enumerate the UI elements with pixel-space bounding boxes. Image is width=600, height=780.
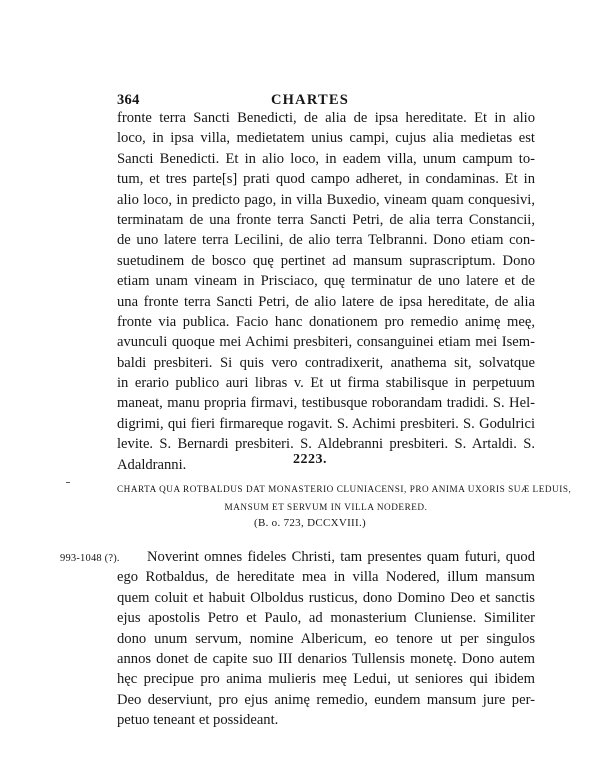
source-reference: (B. o. 723, DCCXVIII.) [253,517,366,529]
text-line: fronte via publica. Facio hanc donationem pro remedio animę meę, [117,313,535,330]
text-line: petuo teneant et possideant. [117,712,279,729]
previous-charter-text [117,108,535,475]
text-line: de uno latere terra Lecilini, de alio terra Telbranni. Dono etiam con- [117,232,535,249]
text-line: quem coluit et habuit Olboldus rusticus, dono Domino Deo et sanctis [117,589,535,606]
text-line: una fronte terra Sancti Petri, de alio latere de ipsa hereditate, de alia [117,293,535,310]
text-line: in erario publico auri libras v. Et ut firma stabilisque in perpetuum [117,375,535,392]
charter-title [117,480,572,516]
text-line: hęc precipue pro anima mulieris meę Ledui, ut seniores qui ibidem [117,671,535,688]
margin-mark [66,482,70,483]
page-number: 364 [117,92,140,108]
text-line: maneat, manu propria firmavi, testibusque roborandam tradidi. S. Hel- [117,395,535,412]
charter-text [117,547,535,731]
text-line: Noverint omnes fideles Christi, tam presentes quam futuri, quod [147,549,535,565]
margin-date: 993-1048 (?). [60,553,120,564]
charter-title-line: MANSUM ET SERVUM IN VILLA NODERED. [224,502,428,512]
text-line: avunculi quoque mei Achimi presbiteri, consanguinei etiam mei Isem- [117,334,535,351]
text-line: tum, et tres parte[s] prati quod campo adheret, in condaminas. Et in [117,171,535,188]
text-line: loco, in ipsa villa, medietatem unius campi, cujus alia medietas est [117,130,535,147]
text-line: Sancti Benedicti. Et in alio loco, in eadem villa, unum campum to- [117,150,535,167]
text-line: digrimi, qui fieri firmareque rogavit. S. Achimi presbiteri. S. Godulrici [117,415,535,432]
text-line: dono unum servum, nomine Albericum, eo tenore ut per singulos [117,630,535,647]
running-head: CHARTES [271,92,349,108]
text-line: suetudinem de bosco quę pertinet ad mansum suprascriptum. Dono [117,252,535,269]
text-line: Deo deserviunt, pro ejus animę remedio, eundem mansum jure per- [117,691,535,708]
charter-title-line: CHARTA QUA ROTBALDUS DAT MONASTERIO CLUNIACENSI, PRO ANIMA UXORIS SUÆ LEDUIS, [117,484,572,494]
text-line: terminatam de una fronte terra Sancti Petri, de alia terra Constancii, [117,211,535,228]
text-line: annos donet de capite suo III denarios Tullensis monetę. Dono autem [117,650,535,667]
text-line: fronte terra Sancti Benedicti, de alia de ipsa hereditate. Et in alio [117,110,535,126]
text-line: baldi presbiteri. Si quis vero contradixerit, anathema sit, solvatque [117,354,535,371]
text-line: Adaldranni. [117,456,187,473]
text-line: ejus apostolis Petro et Paulo, ad monasterium Cluniense. Similiter [117,610,535,627]
text-line: alio loco, in predicto pago, in villa Buxedio, vineam quam conquesivi, [117,191,535,208]
text-line: levite. S. Bernardi presbiteri. S. Aldebranni presbiteri. S. Artaldi. S. [117,436,535,453]
text-line: ego Rotbaldus, de hereditate mea in villa Nodered, illum mansum [117,569,535,586]
charter-number: 2223. [293,452,327,467]
text-line: etiam unam vineam in Prisciaco, quę terminatur de uno latere et de [117,273,535,290]
